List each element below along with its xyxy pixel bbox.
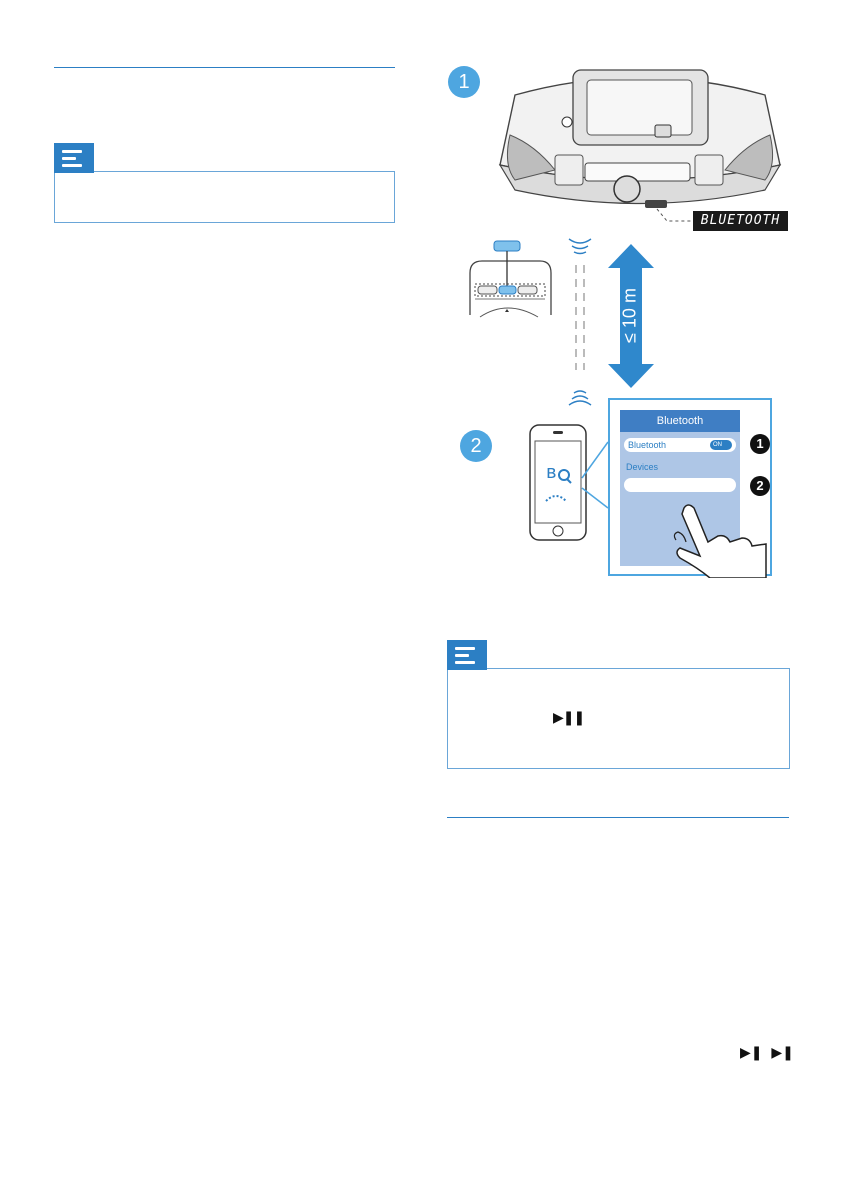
- hand-pointer-icon: [670, 498, 770, 578]
- step-one-badge: 1: [448, 66, 480, 98]
- bluetooth-toggle-row[interactable]: [624, 438, 736, 452]
- note-icon: [54, 143, 94, 173]
- device-list-item[interactable]: [624, 478, 736, 492]
- distance-label: ≤ 10 m: [619, 288, 640, 343]
- callout-two: 2: [750, 476, 770, 496]
- phone-screen-zoom: [608, 398, 772, 576]
- note-icon: [447, 640, 487, 670]
- screen-header: Bluetooth: [620, 410, 740, 432]
- step-two-badge: 2: [460, 430, 492, 462]
- display-callout-line: [655, 205, 695, 225]
- remote-control-illustration: [468, 235, 553, 320]
- boombox-illustration: [495, 55, 785, 220]
- note-box-left: [54, 171, 395, 223]
- wireless-signal-icon: [565, 235, 595, 410]
- zoom-connector: [580, 440, 610, 510]
- bluetooth-display: BLUETOOTH: [693, 211, 788, 231]
- smartphone-illustration: [528, 423, 588, 543]
- devices-label: Devices: [626, 462, 659, 472]
- play-pause-icon: ▶❚❚: [553, 710, 585, 726]
- note-box-right: [447, 668, 790, 769]
- callout-one: 1: [750, 434, 770, 454]
- svg-text:ʙ: ʙ: [546, 462, 557, 483]
- next-track-icon: ▶❚ ▶❚: [740, 1045, 794, 1061]
- section-rule-top-left: [54, 67, 395, 68]
- bluetooth-toggle[interactable]: ON: [710, 440, 732, 450]
- section-rule-right: [447, 817, 789, 818]
- bluetooth-row-label: Bluetooth: [628, 440, 667, 450]
